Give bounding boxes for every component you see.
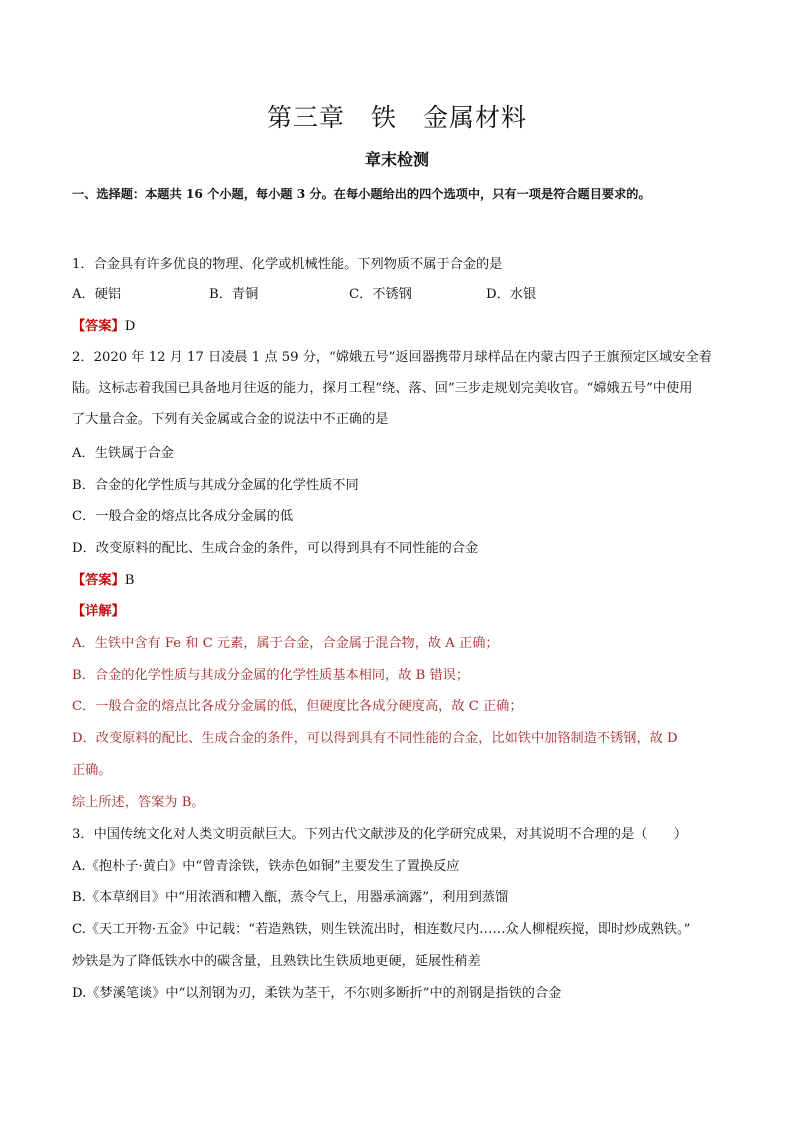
question-2-summary: 综上所述，答案为 B。 (72, 795, 205, 810)
question-1-option-d: D．水银 (486, 287, 537, 302)
section-subtitle: 章末检测 (364, 150, 429, 169)
question-3-stem: 3．中国传统文化对人类文明贡献巨大。下列古代文献涉及的化学研究成果，对其说明不合理的是（ ） (72, 827, 688, 842)
section-instructions: 一、选择题：本题共 16 个小题，每小题 3 分。在每小题给出的四个选项中，只有一项是符合题目要求的。 (72, 187, 651, 201)
question-3-option-d: D.《梦溪笔谈》中“以剂钢为刃，柔铁为茎干，不尔则多断折”中的剂钢是指铁的合金 (72, 986, 562, 1001)
question-2-option-a: A．生铁属于合金 (72, 446, 174, 461)
question-2-detail-line: A．生铁中含有 Fe 和 C 元素，属于合金，合金属于混合物，故 A 正确； (72, 636, 499, 651)
question-2-option-c: C．一般合金的熔点比各成分金属的低 (72, 509, 294, 524)
question-3-option-c: C.《天工开物·五金》中记载：“若造熟铁，则生铁流出时，相连数尺内……众人柳棍疾搅，即时炒成熟铁。” (72, 922, 691, 937)
question-1-answer (72, 315, 135, 334)
question-1-option-b: B．青铜 (209, 287, 259, 302)
question-2-stem-line: 2．2020 年 12 月 17 日凌晨 1 点 59 分，“嫦娥五号”返回器携带月球样品在内蒙古四子王旗预定区域安全着 (72, 350, 712, 365)
question-2-option-b: B．合金的化学性质与其成分金属的化学性质不同 (72, 478, 359, 493)
question-1-option-c: C．不锈钢 (349, 287, 412, 302)
question-2-answer (72, 569, 134, 588)
question-2-stem-line: 陆。这标志着我国已具备地月往返的能力，探月工程“绕、落、回”三步走规划完美收官。“嫦娥五号”中使用 (72, 381, 693, 396)
question-3-option-c-cont: 炒铁是为了降低铁水中的碳含量，且熟铁比生铁质地更硬，延展性稍差 (72, 954, 481, 969)
question-2-detail-line: D．改变原料的配比、生成合金的条件，可以得到具有不同性能的合金，比如铁中加铬制造不锈钢，故 D (72, 731, 678, 746)
question-2-detail-label: 【详解】 (72, 604, 125, 619)
answer-label: 【答案】 (72, 319, 125, 334)
question-2-option-d: D．改变原料的配比、生成合金的条件，可以得到具有不同性能的合金 (72, 541, 479, 556)
chapter-title: 第三章 铁 金属材料 (266, 103, 527, 132)
question-2-detail-line: 正确。 (72, 763, 112, 778)
question-2-detail-line: B．合金的化学性质与其成分金属的化学性质基本相同，故 B 错误； (72, 668, 470, 683)
question-2-detail-line: C．一般合金的熔点比各成分金属的低，但硬度比各成分硬度高，故 C 正确； (72, 699, 523, 714)
question-1-stem: 1．合金具有许多优良的物理、化学或机械性能。下列物质不属于合金的是 (72, 257, 503, 272)
question-2-stem-line: 了大量合金。下列有关金属或合金的说法中不正确的是 (72, 412, 389, 427)
answer-value: D (124, 319, 136, 334)
answer-label: 【答案】 (72, 573, 125, 588)
question-1-option-a: A．硬铝 (72, 287, 122, 302)
answer-value: B (124, 573, 135, 588)
question-3-option-b: B.《本草纲目》中“用浓酒和糟入甑，蒸令气上，用器承滴露”，利用到蒸馏 (72, 890, 509, 905)
question-3-option-a: A.《抱朴子·黄白》中“曾青涂铁，铁赤色如铜”主要发生了置换反应 (72, 859, 460, 874)
